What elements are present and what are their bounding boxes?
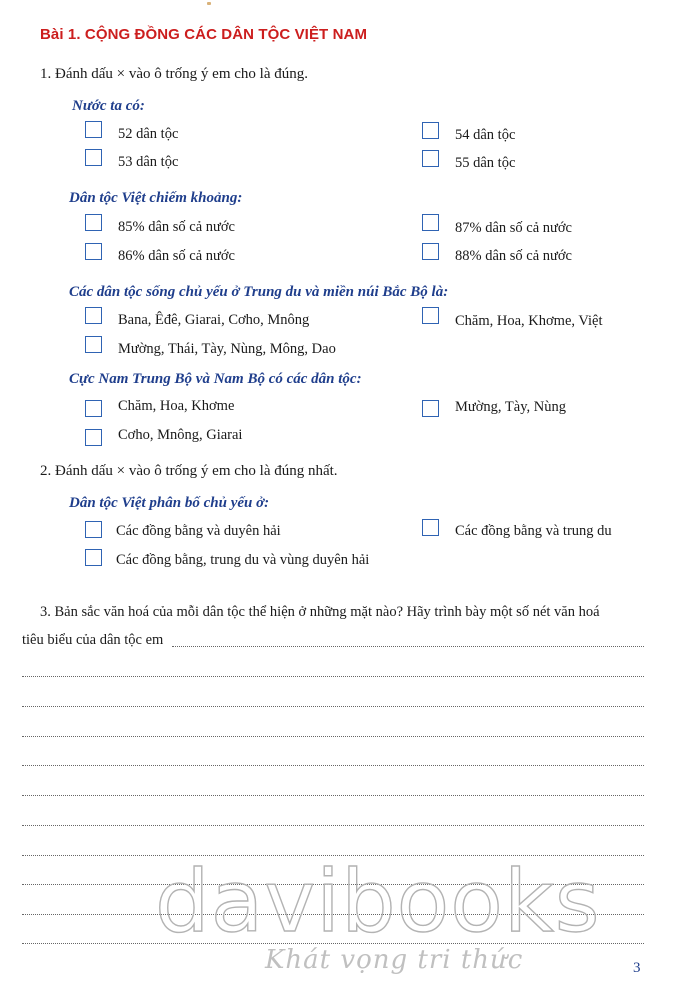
checkbox-52-dan-toc[interactable] — [85, 121, 102, 138]
answer-line[interactable] — [22, 795, 644, 796]
option-muong-thai: Mường, Thái, Tày, Nùng, Mông, Dao — [118, 341, 336, 357]
option-55-dan-toc: 55 dân tộc — [455, 155, 516, 171]
checkbox-85-percent[interactable] — [85, 214, 102, 231]
option-88-percent: 88% dân số cả nước — [455, 248, 572, 264]
page-number: 3 — [633, 960, 641, 976]
option-dong-bang-trung-du: Các đồng bằng và trung du — [455, 523, 612, 539]
question-3-prompt: 3. Bản sắc văn hoá của mỗi dân tộc thể hiện ở những mặt nào? Hãy trình bày một số nét văn hoá — [40, 604, 600, 620]
checkbox-54-dan-toc[interactable] — [422, 122, 439, 139]
option-muong-tay-nung: Mường, Tày, Nùng — [455, 399, 566, 415]
answer-line[interactable] — [22, 736, 644, 737]
option-54-dan-toc: 54 dân tộc — [455, 127, 516, 143]
watermark-tagline: Khát vọng tri thức — [265, 945, 524, 975]
checkbox-dong-bang-trung-du-duyen-hai[interactable] — [85, 549, 102, 566]
lesson-title: Bài 1. CỘNG ĐỒNG CÁC DÂN TỘC VIỆT NAM — [40, 26, 368, 43]
checkbox-dong-bang-duyen-hai[interactable] — [85, 521, 102, 538]
option-52-dan-toc: 52 dân tộc — [118, 126, 179, 142]
watermark-brand: davibooks — [155, 852, 601, 952]
checkbox-muong-thai[interactable] — [85, 336, 102, 353]
checkbox-86-percent[interactable] — [85, 243, 102, 260]
checkbox-88-percent[interactable] — [422, 243, 439, 260]
checkbox-bana-ede[interactable] — [85, 307, 102, 324]
option-86-percent: 86% dân số cả nước — [118, 248, 235, 264]
option-85-percent: 85% dân số cả nước — [118, 219, 235, 235]
answer-line[interactable] — [172, 646, 644, 647]
answer-line[interactable] — [22, 765, 644, 766]
option-87-percent: 87% dân số cả nước — [455, 220, 572, 236]
checkbox-dong-bang-trung-du[interactable] — [422, 519, 439, 536]
option-cham-hoa-khome-viet: Chăm, Hoa, Khơme, Việt — [455, 313, 603, 329]
answer-line[interactable] — [22, 706, 644, 707]
question-2-prompt: 2. Đánh dấu × vào ô trống ý em cho là đúng nhất. — [40, 463, 338, 479]
option-dong-bang-trung-du-duyen-hai: Các đồng bằng, trung du và vùng duyên hải — [116, 552, 370, 568]
answer-line[interactable] — [22, 825, 644, 826]
checkbox-53-dan-toc[interactable] — [85, 149, 102, 166]
q1-group4-label: Cực Nam Trung Bộ và Nam Bộ có các dân tộc: — [69, 371, 362, 387]
option-coho-mnong-giarai: Cơho, Mnông, Giarai — [118, 427, 243, 443]
question-3-prompt-cont: tiêu biểu của dân tộc em — [22, 632, 164, 648]
checkbox-cham-hoa-khome-viet[interactable] — [422, 307, 439, 324]
q2-label: Dân tộc Việt phân bố chủ yếu ở: — [69, 495, 270, 511]
option-cham-hoa-khome: Chăm, Hoa, Khơme — [118, 398, 235, 414]
option-53-dan-toc: 53 dân tộc — [118, 154, 179, 170]
checkbox-cham-hoa-khome[interactable] — [85, 400, 102, 417]
question-1-prompt: 1. Đánh dấu × vào ô trống ý em cho là đúng. — [40, 66, 308, 82]
option-dong-bang-duyen-hai: Các đồng bằng và duyên hải — [116, 523, 281, 539]
checkbox-55-dan-toc[interactable] — [422, 150, 439, 167]
option-bana-ede: Bana, Êđê, Giarai, Cơho, Mnông — [118, 312, 310, 328]
print-speck — [207, 2, 211, 5]
checkbox-coho-mnong-giarai[interactable] — [85, 429, 102, 446]
q1-group1-label: Nước ta có: — [72, 98, 145, 114]
q1-group2-label: Dân tộc Việt chiếm khoảng: — [69, 190, 243, 206]
checkbox-87-percent[interactable] — [422, 214, 439, 231]
checkbox-muong-tay-nung[interactable] — [422, 400, 439, 417]
answer-line[interactable] — [22, 676, 644, 677]
q1-group3-label: Các dân tộc sống chủ yếu ở Trung du và miền núi Bắc Bộ là: — [69, 284, 449, 300]
